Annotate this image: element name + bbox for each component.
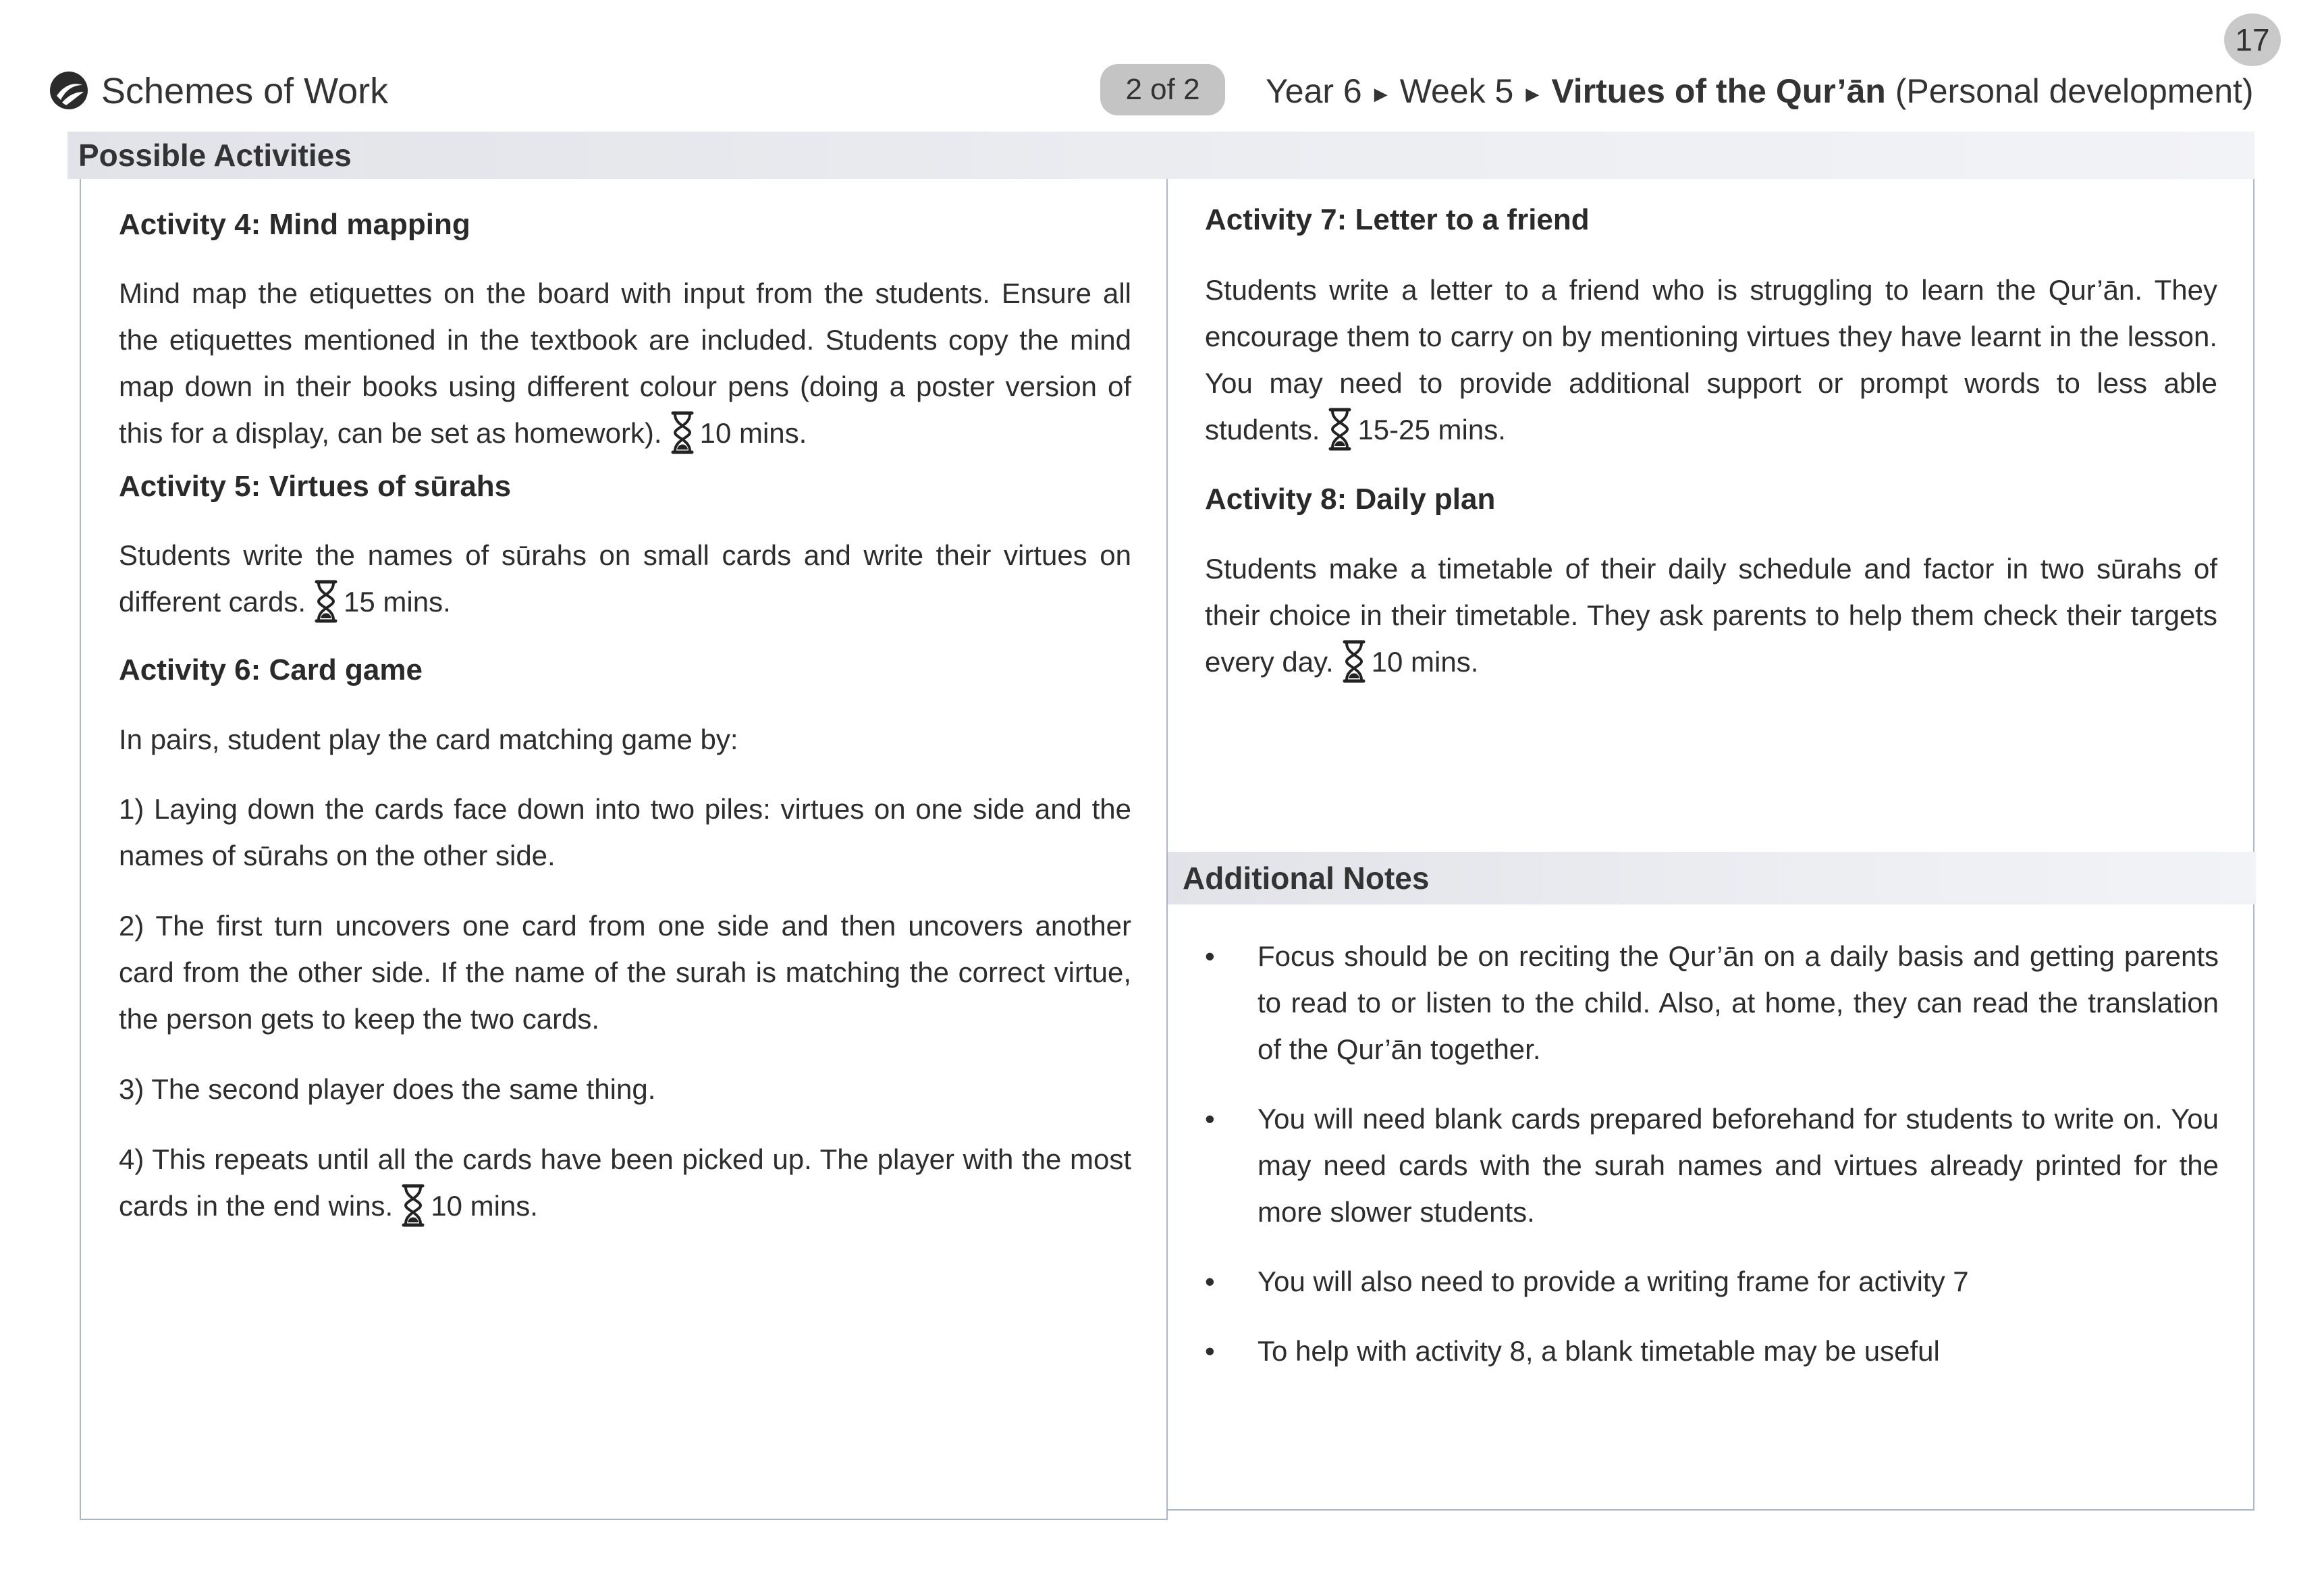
activity-4-description: Mind map the etiquettes on the board with input from the students. Ensure all the etiquettes mentioned in the textbook are included. Students copy the mind map down in their books using different colour pens (doing a poster version of this for a display, can be set as homework). xyxy=(119,277,1131,449)
bullet-icon: • xyxy=(1205,1335,1215,1367)
hourglass-icon xyxy=(400,1183,427,1228)
activity-5-title: Activity 5: Virtues of sūrahs xyxy=(119,470,512,503)
schemes-logo-icon xyxy=(47,69,90,112)
additional-notes-list xyxy=(1205,933,2219,1397)
note-text: You will need blank cards prepared beforehand for students to write on. You may need cards with the surah names and virtues already printed for the more slower students. xyxy=(1258,1103,2219,1228)
additional-notes-heading: Additional Notes xyxy=(1168,852,2256,904)
activity-6-intro: In pairs, student play the card matching game by: xyxy=(119,724,738,755)
bullet-icon: • xyxy=(1205,1266,1215,1297)
note-text: You will also need to provide a writing frame for activity 7 xyxy=(1258,1266,1969,1297)
activity-4-time: 10 mins. xyxy=(699,417,807,449)
breadcrumb-topic: Virtues of the Qur’ān xyxy=(1551,72,1886,110)
activity-6-step-4 xyxy=(119,1136,1131,1229)
right-activities-column xyxy=(1205,196,2217,685)
activity-8-description: Students make a timetable of their daily schedule and factor in two sūrahs of their choice in their timetable. They ask parents to help them check their targets every day. xyxy=(1205,553,2217,678)
bullet-icon: • xyxy=(1205,940,1215,972)
activity-6-step-2: 2) The first turn uncovers one card from one side and then uncovers another card from the other side. If the name of the surah is matching the correct virtue, the person gets to keep the two cards. xyxy=(119,910,1131,1035)
activity-7-time: 15-25 mins. xyxy=(1357,414,1506,445)
activity-7-description: Students write a letter to a friend who is struggling to learn the Qur’ān. They encourage them to carry on by mentioning virtues they have learnt in the lesson. You may need to provide additional support or prompt words to less able students. xyxy=(1205,274,2217,445)
activity-4-title: Activity 4: Mind mapping xyxy=(119,208,470,241)
activity-5-description: Students write the names of sūrahs on small cards and write their virtues on different cards. xyxy=(119,539,1131,618)
breadcrumb-year: Year 6 xyxy=(1266,72,1362,110)
activity-6-step-3: 3) The second player does the same thing. xyxy=(119,1073,656,1105)
activity-5-text xyxy=(119,532,1131,625)
activity-6-step-4-text: 4) This repeats until all the cards have been picked up. The player with the most cards in the end wins. xyxy=(119,1143,1131,1222)
possible-activities-heading: Possible Activities xyxy=(67,132,2254,179)
activity-6-step-1: 1) Laying down the cards face down into two piles: virtues on one side and the names of sūrahs on the other side. xyxy=(119,793,1131,871)
activity-5-time: 15 mins. xyxy=(344,586,451,618)
activity-8-time: 10 mins. xyxy=(1371,646,1479,678)
hourglass-icon xyxy=(1326,407,1353,452)
activity-8-text xyxy=(1205,545,2217,685)
hourglass-icon xyxy=(1341,639,1368,684)
activity-8-title: Activity 8: Daily plan xyxy=(1205,483,1496,516)
page-number: 17 xyxy=(2224,13,2281,66)
brand-name: Schemes of Work xyxy=(101,71,389,111)
note-text: Focus should be on reciting the Qur’ān on a daily basis and getting parents to read to or listen to the child. Also, at home, they can read the translation of the Qur’ān together. xyxy=(1258,940,2219,1065)
left-activities-column xyxy=(119,201,1131,1229)
note-text: To help with activity 8, a blank timetable may be useful xyxy=(1258,1335,1940,1367)
note-item xyxy=(1205,1095,2219,1235)
activity-6-title: Activity 6: Card game xyxy=(119,653,423,686)
activity-6-time: 10 mins. xyxy=(431,1190,538,1222)
breadcrumb-category: (Personal development) xyxy=(1895,72,2254,110)
note-item xyxy=(1205,1258,2219,1305)
bullet-icon: • xyxy=(1205,1103,1215,1135)
breadcrumb xyxy=(1266,67,2254,117)
note-item xyxy=(1205,933,2219,1073)
activity-7-title: Activity 7: Letter to a friend xyxy=(1205,203,1590,236)
breadcrumb-week: Week 5 xyxy=(1399,72,1514,110)
pager-badge: 2 of 2 xyxy=(1100,64,1225,115)
hourglass-icon xyxy=(313,579,340,624)
hourglass-icon xyxy=(669,410,696,455)
chevron-right-icon: ▶ xyxy=(1525,83,1540,104)
chevron-right-icon: ▶ xyxy=(1374,83,1388,104)
activity-4-text xyxy=(119,270,1131,456)
activity-7-text xyxy=(1205,267,2217,453)
note-item xyxy=(1205,1328,2219,1374)
